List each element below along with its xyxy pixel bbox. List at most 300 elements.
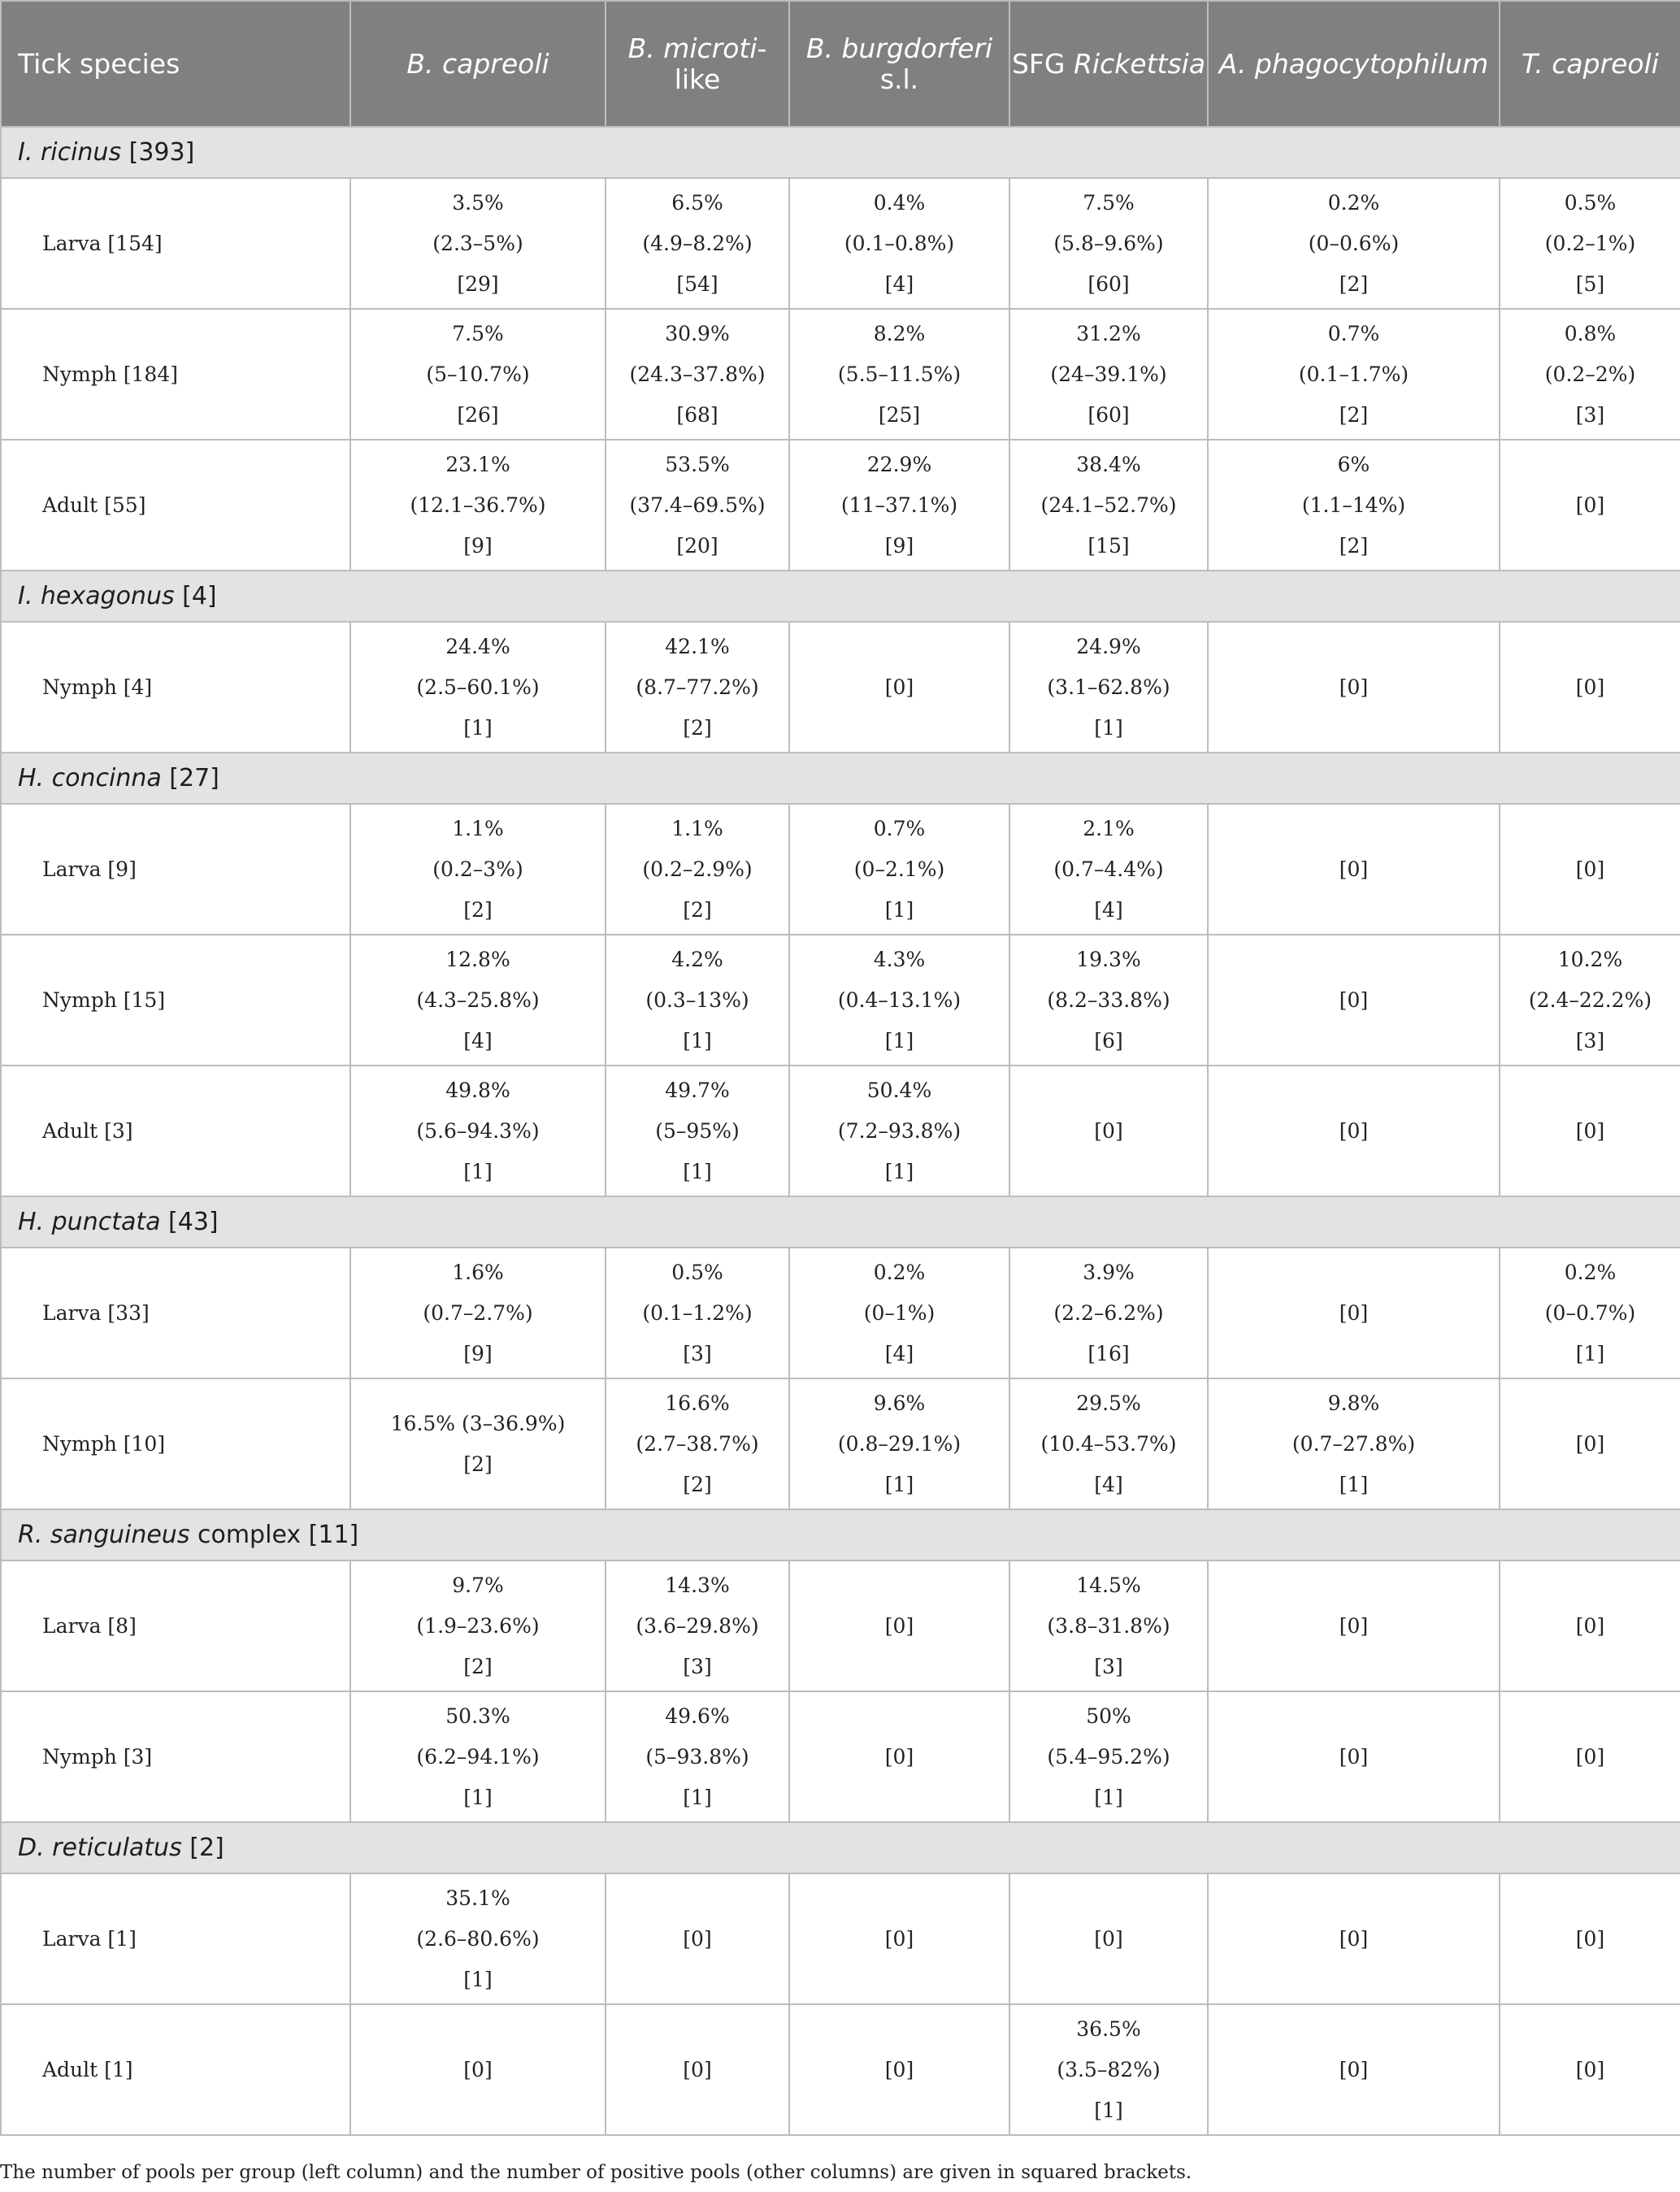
cell-line: [0] xyxy=(884,1926,914,1951)
cell-line: 16.6% xyxy=(665,1391,730,1415)
cell-line: 4.3% xyxy=(873,947,926,971)
cell-line: [0] xyxy=(1094,1926,1123,1951)
cell-line: (0.4–13.1%) xyxy=(837,987,962,1012)
species-group-label xyxy=(1,1509,1680,1560)
cell-line: [1] xyxy=(683,1785,712,1809)
species-group-label xyxy=(1,1822,1680,1873)
cell-line: [1] xyxy=(884,1472,914,1496)
prevalence-cell xyxy=(1009,2004,1208,2135)
header-tick-species: Tick species xyxy=(1,1,350,127)
cell-line: [3] xyxy=(683,1654,712,1678)
cell-line: (0–0.6%) xyxy=(1308,231,1400,255)
prevalence-cell xyxy=(606,2004,789,2135)
species-group-label xyxy=(1,753,1680,804)
species-group-label xyxy=(1,571,1680,622)
cell-line: 49.6% xyxy=(665,1704,730,1728)
species-pool-count: [43] xyxy=(168,1208,219,1236)
cell-line: [0] xyxy=(1339,675,1369,699)
cell-line: 49.7% xyxy=(665,1078,730,1102)
life-stage-cell: Adult [3] xyxy=(1,1066,350,1196)
prevalence-cell xyxy=(606,1691,789,1822)
life-stage-cell: Adult [55] xyxy=(1,440,350,571)
prevalence-cell xyxy=(789,804,1009,935)
cell-line: (24.3–37.8%) xyxy=(629,362,766,386)
prevalence-cell xyxy=(1208,2004,1500,2135)
table-row xyxy=(1,1378,1680,1509)
prevalence-cell xyxy=(1208,1066,1500,1196)
cell-line: 10.2% xyxy=(1557,947,1623,971)
cell-line: (2.7–38.7%) xyxy=(636,1431,759,1456)
prevalence-cell xyxy=(789,2004,1009,2135)
cell-line: [0] xyxy=(683,1926,712,1951)
cell-line: 12.8% xyxy=(445,947,510,971)
cell-line: (2.2–6.2%) xyxy=(1053,1300,1164,1325)
prevalence-cell xyxy=(1500,1248,1680,1378)
cell-line: (5.6–94.3%) xyxy=(416,1118,540,1143)
life-stage-cell: Nymph [10] xyxy=(1,1378,350,1509)
cell-line: (0.2–2%) xyxy=(1544,362,1636,386)
cell-line: [2] xyxy=(463,1452,493,1476)
cell-line: 7.5% xyxy=(1083,190,1135,215)
cell-line: 1.1% xyxy=(452,816,504,840)
prevalence-cell xyxy=(1500,1691,1680,1822)
cell-line: (1.9–23.6%) xyxy=(416,1613,540,1638)
prevalence-cell xyxy=(350,935,606,1066)
cell-line: (0.2–1%) xyxy=(1544,231,1636,255)
cell-line: [3] xyxy=(683,1341,712,1365)
prevalence-cell xyxy=(606,1378,789,1509)
cell-line: 3.5% xyxy=(452,190,504,215)
cell-line: (24–39.1%) xyxy=(1050,362,1167,386)
prevalence-cell xyxy=(1500,1560,1680,1691)
cell-line: (0–0.7%) xyxy=(1544,1300,1636,1325)
cell-line: (0–1%) xyxy=(863,1300,936,1325)
cell-line: (0.8–29.1%) xyxy=(837,1431,962,1456)
cell-line: (3.8–31.8%) xyxy=(1047,1613,1170,1638)
cell-line: 24.4% xyxy=(445,634,510,658)
life-stage-cell: Larva [154] xyxy=(1,178,350,309)
prevalence-cell xyxy=(1208,804,1500,935)
prevalence-cell xyxy=(1009,1066,1208,1196)
cell-line: [0] xyxy=(1575,857,1605,881)
prevalence-cell xyxy=(606,622,789,753)
prevalence-cell xyxy=(606,1248,789,1378)
cell-line: 0.7% xyxy=(873,816,926,840)
table-row xyxy=(1,1873,1680,2004)
cell-line: (0–2.1%) xyxy=(853,857,945,881)
header-b-microti-like: B. microti-like xyxy=(606,1,789,127)
life-stage-cell: Nymph [15] xyxy=(1,935,350,1066)
cell-line: [0] xyxy=(884,675,914,699)
cell-line: 30.9% xyxy=(665,321,730,345)
cell-line: [0] xyxy=(1575,1744,1605,1769)
prevalence-cell xyxy=(350,804,606,935)
table-row xyxy=(1,1560,1680,1691)
prevalence-cell xyxy=(1208,1691,1500,1822)
cell-line: [0] xyxy=(1339,1300,1369,1325)
cell-line: [0] xyxy=(1575,493,1605,517)
cell-line: [0] xyxy=(1575,1613,1605,1638)
cell-line: 8.2% xyxy=(873,321,926,345)
prevalence-cell xyxy=(1500,178,1680,309)
cell-line: [4] xyxy=(884,1341,914,1365)
life-stage-cell: Nymph [184] xyxy=(1,309,350,440)
prevalence-cell xyxy=(1009,622,1208,753)
prevalence-cell xyxy=(789,1066,1009,1196)
prevalence-cell xyxy=(1009,935,1208,1066)
cell-line: 22.9% xyxy=(866,452,932,476)
life-stage-cell: Nymph [3] xyxy=(1,1691,350,1822)
table-header xyxy=(1,1,1680,127)
prevalence-cell xyxy=(789,440,1009,571)
cell-line: [25] xyxy=(878,402,921,427)
cell-line: [60] xyxy=(1087,402,1130,427)
cell-line: (5.8–9.6%) xyxy=(1053,231,1164,255)
cell-line: [1] xyxy=(463,715,493,740)
life-stage-cell: Nymph [4] xyxy=(1,622,350,753)
cell-line: 9.7% xyxy=(452,1573,504,1597)
cell-line: (8.2–33.8%) xyxy=(1047,987,1170,1012)
cell-line: (1.1–14%) xyxy=(1301,493,1406,517)
cell-line: (0.7–2.7%) xyxy=(423,1300,533,1325)
cell-line: 16.5% (3–36.9%) xyxy=(390,1411,566,1435)
cell-line: 24.9% xyxy=(1076,634,1141,658)
table-body xyxy=(1,127,1680,2135)
prevalence-cell xyxy=(606,440,789,571)
species-group-row xyxy=(1,127,1680,178)
cell-line: [2] xyxy=(463,1654,493,1678)
cell-line: [2] xyxy=(683,897,712,922)
prevalence-cell xyxy=(350,2004,606,2135)
cell-line: (5–95%) xyxy=(655,1118,740,1143)
species-pool-count: [27] xyxy=(169,764,219,792)
cell-line: 3.9% xyxy=(1083,1260,1135,1284)
prevalence-cell xyxy=(789,1248,1009,1378)
species-name: I. ricinus xyxy=(18,138,122,167)
prevalence-cell xyxy=(606,1873,789,2004)
species-group-row xyxy=(1,1509,1680,1560)
prevalence-cell xyxy=(350,309,606,440)
cell-line: [2] xyxy=(463,897,493,922)
cell-line: 14.3% xyxy=(665,1573,730,1597)
prevalence-cell xyxy=(1500,440,1680,571)
cell-line: 19.3% xyxy=(1076,947,1141,971)
cell-line: [2] xyxy=(1339,271,1369,296)
cell-line: [3] xyxy=(1575,402,1605,427)
cell-line: (0.1–1.7%) xyxy=(1298,362,1409,386)
prevalence-cell xyxy=(1500,935,1680,1066)
header-b-capreoli: B. capreoli xyxy=(350,1,606,127)
cell-line: [4] xyxy=(1094,1472,1123,1496)
cell-line: [1] xyxy=(1339,1472,1369,1496)
prevalence-cell xyxy=(350,1378,606,1509)
species-name: D. reticulatus xyxy=(18,1834,182,1862)
cell-line: (12.1–36.7%) xyxy=(410,493,546,517)
prevalence-cell xyxy=(606,935,789,1066)
cell-line: (0.1–0.8%) xyxy=(844,231,955,255)
species-name: R. sanguineus xyxy=(18,1521,190,1549)
cell-line: [0] xyxy=(884,1613,914,1638)
cell-line: [0] xyxy=(1575,1926,1605,1951)
cell-line: (5.5–11.5%) xyxy=(837,362,962,386)
cell-line: [1] xyxy=(683,1028,712,1053)
cell-line: (5.4–95.2%) xyxy=(1047,1744,1170,1769)
prevalence-cell xyxy=(350,440,606,571)
cell-line: (0.7–27.8%) xyxy=(1291,1431,1416,1456)
prevalence-cell xyxy=(1009,440,1208,571)
cell-line: [0] xyxy=(1339,857,1369,881)
species-pool-count: [4] xyxy=(182,582,217,610)
header-a-phagocytophilum: A. phagocytophilum xyxy=(1208,1,1500,127)
cell-line: 4.2% xyxy=(671,947,723,971)
cell-line: 38.4% xyxy=(1076,452,1141,476)
table-row xyxy=(1,1691,1680,1822)
cell-line: [20] xyxy=(676,533,718,558)
cell-line: 0.7% xyxy=(1327,321,1380,345)
prevalence-cell xyxy=(1500,309,1680,440)
species-name: H. concinna xyxy=(18,764,162,792)
cell-line: [0] xyxy=(1575,1431,1605,1456)
cell-line: [1] xyxy=(1575,1341,1605,1365)
header-t-capreoli: T. capreoli xyxy=(1500,1,1680,127)
prevalence-cell xyxy=(1208,309,1500,440)
cell-line: (5–10.7%) xyxy=(426,362,530,386)
prevalence-cell xyxy=(350,622,606,753)
species-group-label xyxy=(1,127,1680,178)
cell-line: (5–93.8%) xyxy=(645,1744,749,1769)
cell-line: 50% xyxy=(1086,1704,1131,1728)
cell-line: (8.7–77.2%) xyxy=(636,675,759,699)
cell-line: [0] xyxy=(1575,675,1605,699)
cell-line: [0] xyxy=(1339,1926,1369,1951)
prevalence-cell xyxy=(1009,1378,1208,1509)
prevalence-cell xyxy=(1208,1378,1500,1509)
prevalence-cell xyxy=(1009,1248,1208,1378)
table-row xyxy=(1,440,1680,571)
cell-line: (10.4–53.7%) xyxy=(1040,1431,1177,1456)
cell-line: [0] xyxy=(884,1744,914,1769)
prevalence-cell xyxy=(350,1248,606,1378)
prevalence-cell xyxy=(789,1560,1009,1691)
prevalence-cell xyxy=(1009,178,1208,309)
table-row xyxy=(1,935,1680,1066)
prevalence-cell xyxy=(350,1066,606,1196)
prevalence-cell xyxy=(350,1691,606,1822)
species-name: H. punctata xyxy=(18,1208,161,1236)
cell-line: [29] xyxy=(457,271,499,296)
cell-line: 6.5% xyxy=(671,190,723,215)
table-row xyxy=(1,804,1680,935)
prevalence-cell xyxy=(1208,1560,1500,1691)
cell-line: [2] xyxy=(1339,402,1369,427)
cell-line: (37.4–69.5%) xyxy=(629,493,766,517)
cell-line: [16] xyxy=(1087,1341,1130,1365)
table-footnote: The number of pools per group (left column) and the number of positive pools (other columns) are given in squared brackets. xyxy=(0,2162,1192,2183)
cell-line: [26] xyxy=(457,402,499,427)
cell-line: (2.5–60.1%) xyxy=(416,675,540,699)
cell-line: (3.1–62.8%) xyxy=(1047,675,1170,699)
cell-line: [0] xyxy=(1339,1118,1369,1143)
cell-line: 0.2% xyxy=(1564,1260,1617,1284)
life-stage-cell: Adult [1] xyxy=(1,2004,350,2135)
prevalence-cell xyxy=(789,178,1009,309)
cell-line: 53.5% xyxy=(665,452,730,476)
cell-line: [1] xyxy=(1094,715,1123,740)
cell-line: 7.5% xyxy=(452,321,504,345)
cell-line: [1] xyxy=(463,1967,493,1991)
prevalence-cell xyxy=(1500,1873,1680,2004)
prevalence-cell xyxy=(1208,440,1500,571)
cell-line: 29.5% xyxy=(1076,1391,1141,1415)
prevalence-cell xyxy=(1009,1691,1208,1822)
cell-line: [0] xyxy=(1575,1118,1605,1143)
cell-line: (3.5–82%) xyxy=(1057,2057,1161,2081)
prevalence-cell xyxy=(789,935,1009,1066)
cell-line: [1] xyxy=(884,897,914,922)
cell-line: [2] xyxy=(683,1472,712,1496)
prevalence-cell xyxy=(789,1873,1009,2004)
cell-line: [2] xyxy=(683,715,712,740)
cell-line: 0.5% xyxy=(1564,190,1617,215)
cell-line: 31.2% xyxy=(1076,321,1141,345)
prevalence-cell xyxy=(606,178,789,309)
prevalence-cell xyxy=(1009,804,1208,935)
table-row xyxy=(1,2004,1680,2135)
prevalence-cell xyxy=(606,804,789,935)
table-row xyxy=(1,178,1680,309)
cell-line: [1] xyxy=(463,1159,493,1183)
cell-line: [0] xyxy=(683,2057,712,2081)
cell-line: [0] xyxy=(1339,2057,1369,2081)
cell-line: [4] xyxy=(1094,897,1123,922)
cell-line: [0] xyxy=(1094,1118,1123,1143)
cell-line: 0.5% xyxy=(671,1260,723,1284)
cell-line: [9] xyxy=(463,1341,493,1365)
cell-line: 0.2% xyxy=(873,1260,926,1284)
cell-line: [0] xyxy=(1339,1744,1369,1769)
cell-line: [9] xyxy=(884,533,914,558)
cell-line: 9.8% xyxy=(1327,1391,1380,1415)
table-row xyxy=(1,622,1680,753)
cell-line: (0.7–4.4%) xyxy=(1053,857,1164,881)
cell-line: (0.2–2.9%) xyxy=(642,857,753,881)
cell-line: (7.2–93.8%) xyxy=(837,1118,962,1143)
life-stage-cell: Larva [9] xyxy=(1,804,350,935)
species-pool-count: [11] xyxy=(308,1521,359,1549)
species-pool-count: [393] xyxy=(128,138,195,167)
cell-line: [5] xyxy=(1575,271,1605,296)
prevalence-cell xyxy=(1208,1873,1500,2004)
cell-line: 1.1% xyxy=(671,816,723,840)
cell-line: [60] xyxy=(1087,271,1130,296)
cell-line: [0] xyxy=(463,2057,493,2081)
prevalence-cell xyxy=(1009,1560,1208,1691)
species-group-row xyxy=(1,1196,1680,1248)
cell-line: (2.3–5%) xyxy=(432,231,523,255)
cell-line: [4] xyxy=(463,1028,493,1053)
prevalence-cell xyxy=(789,1691,1009,1822)
cell-line: [1] xyxy=(1094,1785,1123,1809)
cell-line: [1] xyxy=(884,1028,914,1053)
prevalence-cell xyxy=(1208,935,1500,1066)
species-group-label xyxy=(1,1196,1680,1248)
prevalence-cell xyxy=(606,309,789,440)
prevalence-cell xyxy=(1009,1873,1208,2004)
prevalence-cell xyxy=(606,1560,789,1691)
cell-line: (2.4–22.2%) xyxy=(1528,987,1652,1012)
cell-line: (3.6–29.8%) xyxy=(636,1613,759,1638)
cell-line: 50.4% xyxy=(866,1078,932,1102)
prevalence-cell xyxy=(1500,622,1680,753)
cell-line: [1] xyxy=(683,1159,712,1183)
cell-line: (4.3–25.8%) xyxy=(416,987,540,1012)
cell-line: [0] xyxy=(1339,987,1369,1012)
cell-line: (6.2–94.1%) xyxy=(416,1744,540,1769)
cell-line: [54] xyxy=(676,271,718,296)
prevalence-cell xyxy=(1500,2004,1680,2135)
cell-line: 0.2% xyxy=(1327,190,1380,215)
cell-line: 0.4% xyxy=(873,190,926,215)
species-group-row xyxy=(1,1822,1680,1873)
cell-line: 42.1% xyxy=(665,634,730,658)
cell-line: (2.6–80.6%) xyxy=(416,1926,540,1951)
cell-line: 49.8% xyxy=(445,1078,510,1102)
cell-line: 1.6% xyxy=(452,1260,504,1284)
prevalence-cell xyxy=(1500,1378,1680,1509)
prevalence-cell xyxy=(606,1066,789,1196)
table-row xyxy=(1,1066,1680,1196)
cell-line: (0.3–13%) xyxy=(645,987,749,1012)
cell-line: (0.2–3%) xyxy=(432,857,523,881)
life-stage-cell: Larva [8] xyxy=(1,1560,350,1691)
cell-line: [15] xyxy=(1087,533,1130,558)
cell-line: 35.1% xyxy=(445,1886,510,1910)
cell-line: 50.3% xyxy=(445,1704,510,1728)
prevalence-cell xyxy=(350,1560,606,1691)
species-pool-count: [2] xyxy=(189,1834,224,1862)
cell-line: 36.5% xyxy=(1076,2016,1141,2041)
table-row xyxy=(1,309,1680,440)
cell-line: (0.1–1.2%) xyxy=(642,1300,753,1325)
cell-line: [9] xyxy=(463,533,493,558)
prevalence-cell xyxy=(350,178,606,309)
cell-line: (24.1–52.7%) xyxy=(1040,493,1177,517)
cell-line: [2] xyxy=(1339,533,1369,558)
prevalence-cell xyxy=(1009,309,1208,440)
cell-line: [1] xyxy=(463,1785,493,1809)
cell-line: [3] xyxy=(1575,1028,1605,1053)
cell-line: [0] xyxy=(1339,1613,1369,1638)
cell-line: [3] xyxy=(1094,1654,1123,1678)
cell-line: (11–37.1%) xyxy=(840,493,958,517)
species-group-row xyxy=(1,753,1680,804)
prevalence-cell xyxy=(1500,1066,1680,1196)
life-stage-cell: Larva [1] xyxy=(1,1873,350,2004)
prevalence-cell xyxy=(1208,178,1500,309)
cell-line: [4] xyxy=(884,271,914,296)
species-suffix: complex xyxy=(189,1521,302,1549)
cell-line: [6] xyxy=(1094,1028,1123,1053)
cell-line: 23.1% xyxy=(445,452,510,476)
cell-line: 9.6% xyxy=(873,1391,926,1415)
cell-line: 2.1% xyxy=(1083,816,1135,840)
prevalence-cell xyxy=(1208,1248,1500,1378)
prevalence-cell xyxy=(789,622,1009,753)
header-sfg-rickettsia: SFG Rickettsia xyxy=(1009,1,1208,127)
table-row xyxy=(1,1248,1680,1378)
header-b-burgdorferi: B. burgdorferi s.l. xyxy=(789,1,1009,127)
cell-line: [0] xyxy=(1575,2057,1605,2081)
